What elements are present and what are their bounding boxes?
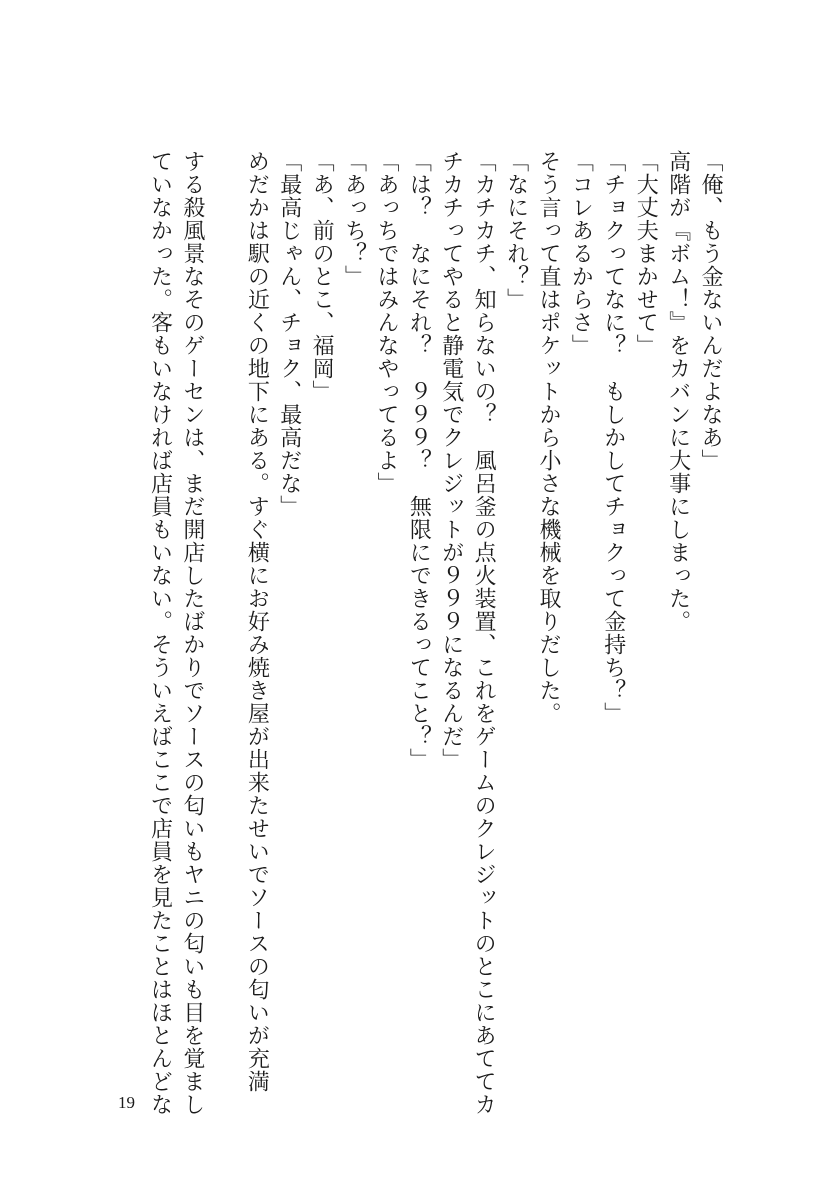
text-line: 「あ、前のとこ、福岡」 (309, 150, 335, 403)
text-line: 「あっち？」 (341, 150, 367, 288)
text-line: 「あっちではみんなやってるよ」 (373, 150, 399, 495)
text-line: 「コレあるからさ」 (568, 150, 594, 357)
text-line: そう言って直はポケットから小さな機械を取りだした。 (535, 150, 561, 725)
vertical-text-body (143, 150, 726, 1116)
text-line: 高階が『ボム！』をカバンに大事にしまった。 (665, 150, 691, 633)
text-line: 「は？ なにそれ？ ９９９？ 無限にできるってこと？」 (406, 150, 432, 771)
text-line: 「最高じゃん、チョク、最高だな」 (276, 150, 302, 518)
text-line: チカチってやると静電気でクレジットが９９９になるんだ」 (438, 150, 464, 771)
text-line: ていなかった。客もいなければ店員もいない。そういえばここで店員を見たことはほとんどな (147, 150, 173, 1116)
text-line: 「大丈夫まかせて」 (633, 150, 659, 357)
text-line: めだかは駅の近くの地下にある。すぐ横にお好み焼き屋が出来たせいでソースの匂いが充満 (244, 150, 270, 1093)
text-line: 「俺、もう金ないんだよなあ」 (698, 150, 723, 472)
text-line: する殺風景なそのゲーセンは、まだ開店したばかりでソースの匂いもヤニの匂いも目を覚まし (179, 150, 205, 1116)
page-number: 19 (118, 1093, 135, 1112)
text-line: 「チョクってなに？ もしかしてチョクって金持ち？」 (600, 150, 626, 725)
text-line: 「なにそれ？」 (503, 150, 529, 311)
text-line: 「カチカチ、知らないの？ 風呂釜の点火装置、これをゲームのクレジットのとこにあててカ (471, 150, 497, 1116)
